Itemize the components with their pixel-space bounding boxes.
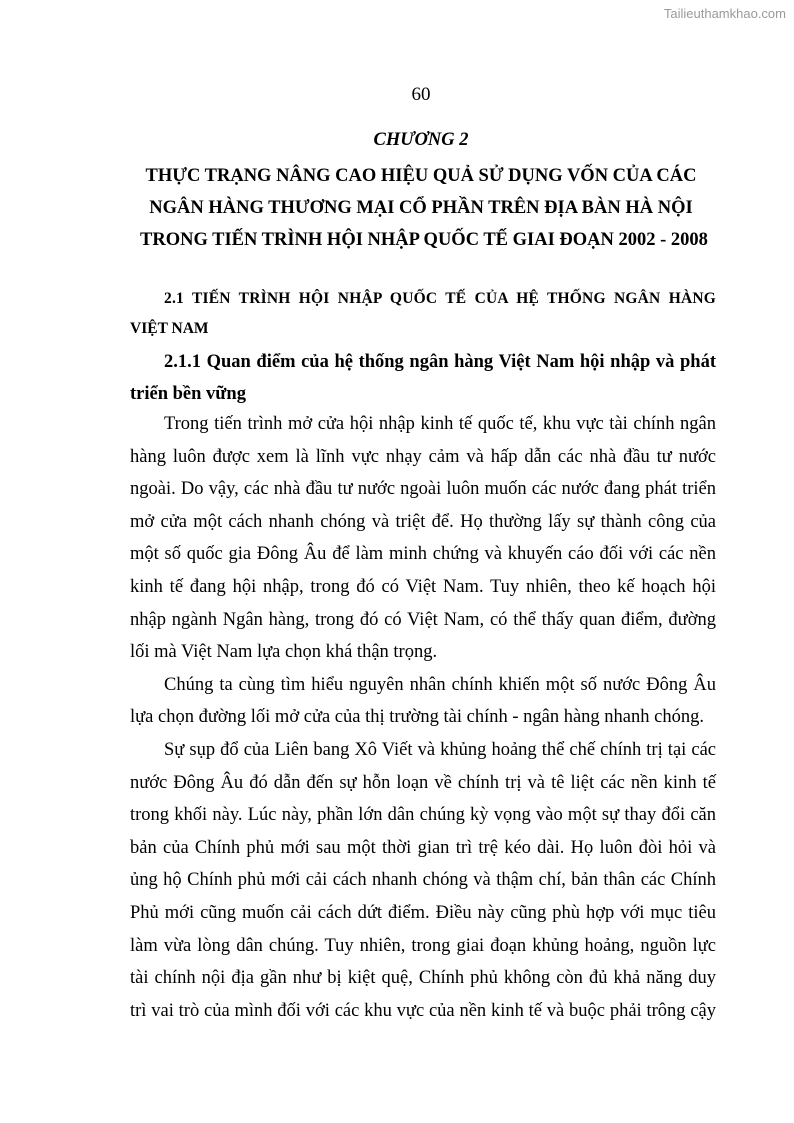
paragraph-line: bản của Chính phủ mới sau một thời gian trì trệ kéo dài. Họ luôn đòi hỏi và bbox=[130, 837, 716, 858]
watermark: Tailieuthamkhao.com bbox=[663, 6, 786, 21]
paragraph-line: ủng hộ Chính phủ mới cải cách nhanh chóng và thậm chí, bản thân các Chính bbox=[130, 870, 716, 891]
paragraph-line: kinh tế đang hội nhập, trong đó có Việt Nam. Tuy nhiên, theo kế hoạch hội bbox=[130, 576, 716, 597]
body-text bbox=[130, 408, 716, 1027]
paragraph-line: lựa chọn đường lối mở cửa của thị trường tài chính - ngân hàng nhanh chóng. bbox=[130, 707, 704, 728]
paragraph-line: hàng luôn được xem là lĩnh vực nhạy cảm và hấp dẫn các nhà đầu tư nước bbox=[130, 446, 716, 467]
paragraph-line: Sự sụp đổ của Liên bang Xô Viết và khủng hoảng thể chế chính trị tại các bbox=[164, 739, 716, 760]
paragraph-line: một số quốc gia Đông Âu để làm minh chứng và khuyến cáo đối với các nền bbox=[130, 544, 716, 565]
paragraph-line: trong khối này. Lúc này, phần lớn dân chúng kỳ vọng vào một sự thay đổi căn bbox=[130, 805, 716, 826]
paragraph-line: nhập ngành Ngân hàng, trong đó có Việt Nam, có thể thấy quan điểm, đường bbox=[130, 609, 716, 630]
paragraph-line: tài chính nội địa gần như bị kiệt quệ, Chính phủ không còn đủ khả năng duy bbox=[130, 968, 716, 989]
paragraph-line: trì vai trò của mình đối với các khu vực của nền kinh tế và buộc phải trông cậy bbox=[130, 1000, 716, 1021]
chapter-title-line: NGÂN HÀNG THƯƠNG MẠI CỔ PHẦN TRÊN ĐỊA BÀN HÀ NỘI bbox=[149, 198, 693, 218]
paragraph-line: mở cửa một cách nhanh chóng và triệt để. Họ thường lấy sự thành công của bbox=[130, 511, 716, 532]
paragraph-line: Chúng ta cùng tìm hiểu nguyên nhân chính khiến một số nước Đông Âu bbox=[164, 674, 716, 695]
paragraph-line: nước Đông Âu đó dẫn đến sự hỗn loạn về chính trị và tê liệt các nền kinh tế bbox=[130, 772, 716, 793]
chapter-heading: CHƯƠNG 2 bbox=[373, 130, 469, 150]
subsection-heading-line: 2.1.1 Quan điểm của hệ thống ngân hàng Việt Nam hội nhập và phát bbox=[164, 352, 716, 372]
section-heading-line: VIỆT NAM bbox=[130, 320, 209, 337]
paragraph-line: lối mà Việt Nam lựa chọn khá thận trọng. bbox=[130, 642, 438, 663]
paragraph-line: ngoài. Do vậy, các nhà đầu tư nước ngoài luôn muốn các nước đang phát triển bbox=[130, 479, 716, 500]
paragraph-line: làm vừa lòng dân chúng. Tuy nhiên, trong giai đoạn khủng hoảng, nguồn lực bbox=[130, 935, 716, 956]
paragraph-line: Trong tiến trình mở cửa hội nhập kinh tế quốc tế, khu vực tài chính ngân bbox=[164, 414, 716, 434]
section-heading-line: 2.1 TIẾN TRÌNH HỘI NHẬP QUỐC TẾ CỦA HỆ THỐNG NGÂN HÀNG bbox=[164, 290, 716, 307]
subsection-heading-line: triển bền vững bbox=[130, 384, 246, 404]
chapter-title bbox=[140, 160, 708, 256]
page-number: 60 bbox=[411, 84, 431, 105]
chapter-title-line: THỰC TRẠNG NÂNG CAO HIỆU QUẢ SỬ DỤNG VỐN CỦA CÁC bbox=[145, 166, 697, 186]
section-heading bbox=[130, 284, 716, 344]
chapter-title-line: TRONG TIẾN TRÌNH HỘI NHẬP QUỐC TẾ GIAI ĐOẠN 2002 - 2008 bbox=[140, 230, 708, 250]
subsection-heading bbox=[130, 346, 716, 410]
paragraph-line: Phủ mới cũng muốn cải cách dứt điểm. Điều này cũng phù hợp với mục tiêu bbox=[130, 902, 716, 923]
